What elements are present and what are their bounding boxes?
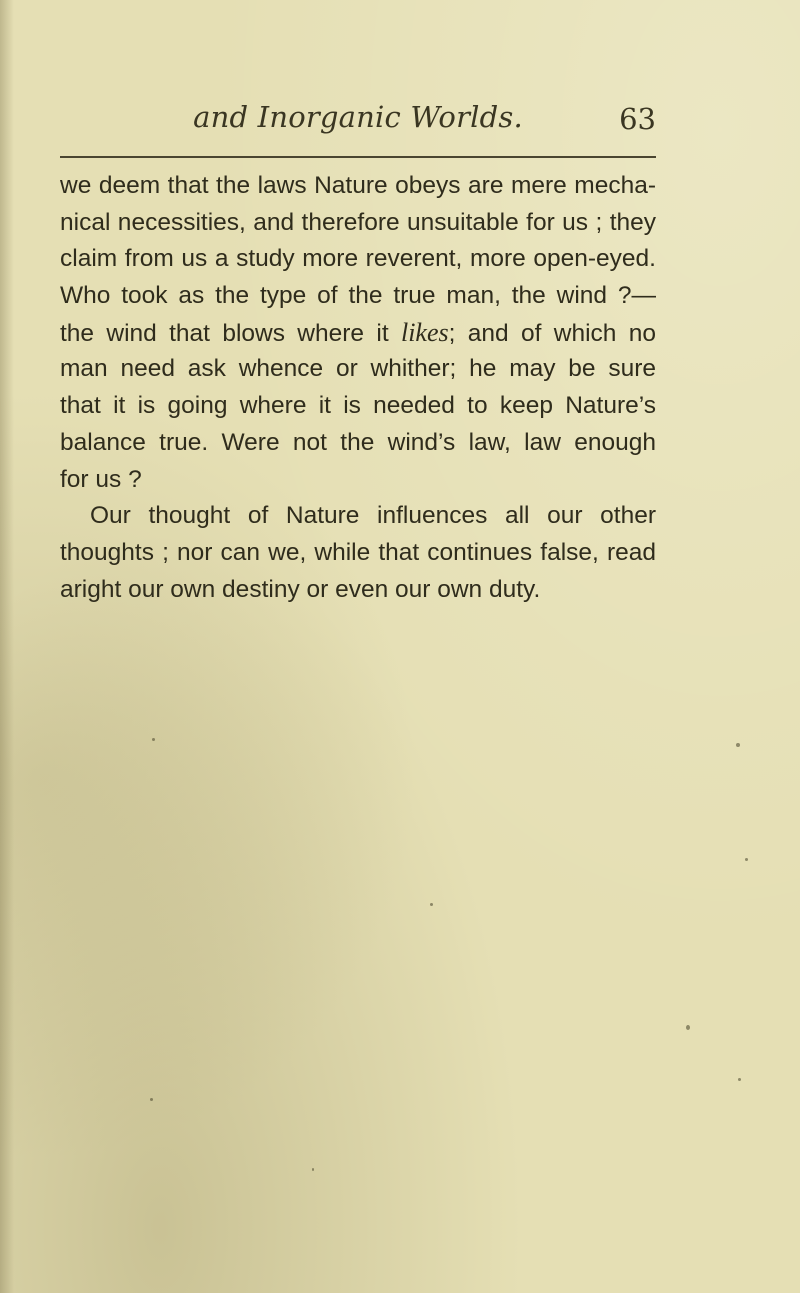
paper-speck: [736, 743, 740, 747]
header-rule: [60, 156, 656, 158]
text-line: Our thought of Nature influences all our other: [90, 502, 656, 530]
text-line: aright our own destiny or even our own duty.: [60, 575, 541, 603]
paper-speck: [150, 1098, 153, 1101]
page-header: [60, 100, 656, 150]
paragraph-1: [60, 168, 656, 498]
paper-speck: [312, 1168, 314, 1171]
paper-speck: [430, 903, 433, 906]
text-line-with-emphasis: [60, 315, 656, 352]
text-line: that it is going where it is needed to keep Nature’s: [60, 392, 656, 420]
paper-speck: [152, 738, 155, 741]
paper-speck: [738, 1078, 741, 1081]
text-fragment: the wind that blows where it: [60, 319, 401, 347]
binding-shadow: [0, 0, 14, 1293]
text-line: balance true. Were not the wind’s law, law enough: [60, 428, 656, 456]
paper-speck: [745, 858, 748, 861]
paper-speck: [686, 1025, 690, 1030]
text-line: claim from us a study more reverent, more open-eyed.: [60, 245, 656, 273]
text-line: we deem that the laws Nature obeys are mere mecha-: [60, 172, 656, 199]
page-number: 63: [619, 102, 656, 136]
text-line: Who took as the type of the true man, the wind ?—: [60, 282, 656, 310]
text-line: for us ?: [60, 465, 142, 493]
text-line: thoughts ; nor can we, while that continues false, read: [60, 538, 656, 566]
text-line: nical necessities, and therefore unsuitable for us ; they: [60, 208, 656, 236]
paragraph-2: [60, 498, 656, 608]
text-fragment: ; and of which no: [448, 319, 656, 347]
running-head: and Inorganic Worlds.: [193, 100, 523, 134]
body-text: [60, 168, 656, 608]
text-line: man need ask whence or whither; he may be sure: [60, 355, 656, 383]
emphasis-word: likes: [400, 317, 449, 347]
